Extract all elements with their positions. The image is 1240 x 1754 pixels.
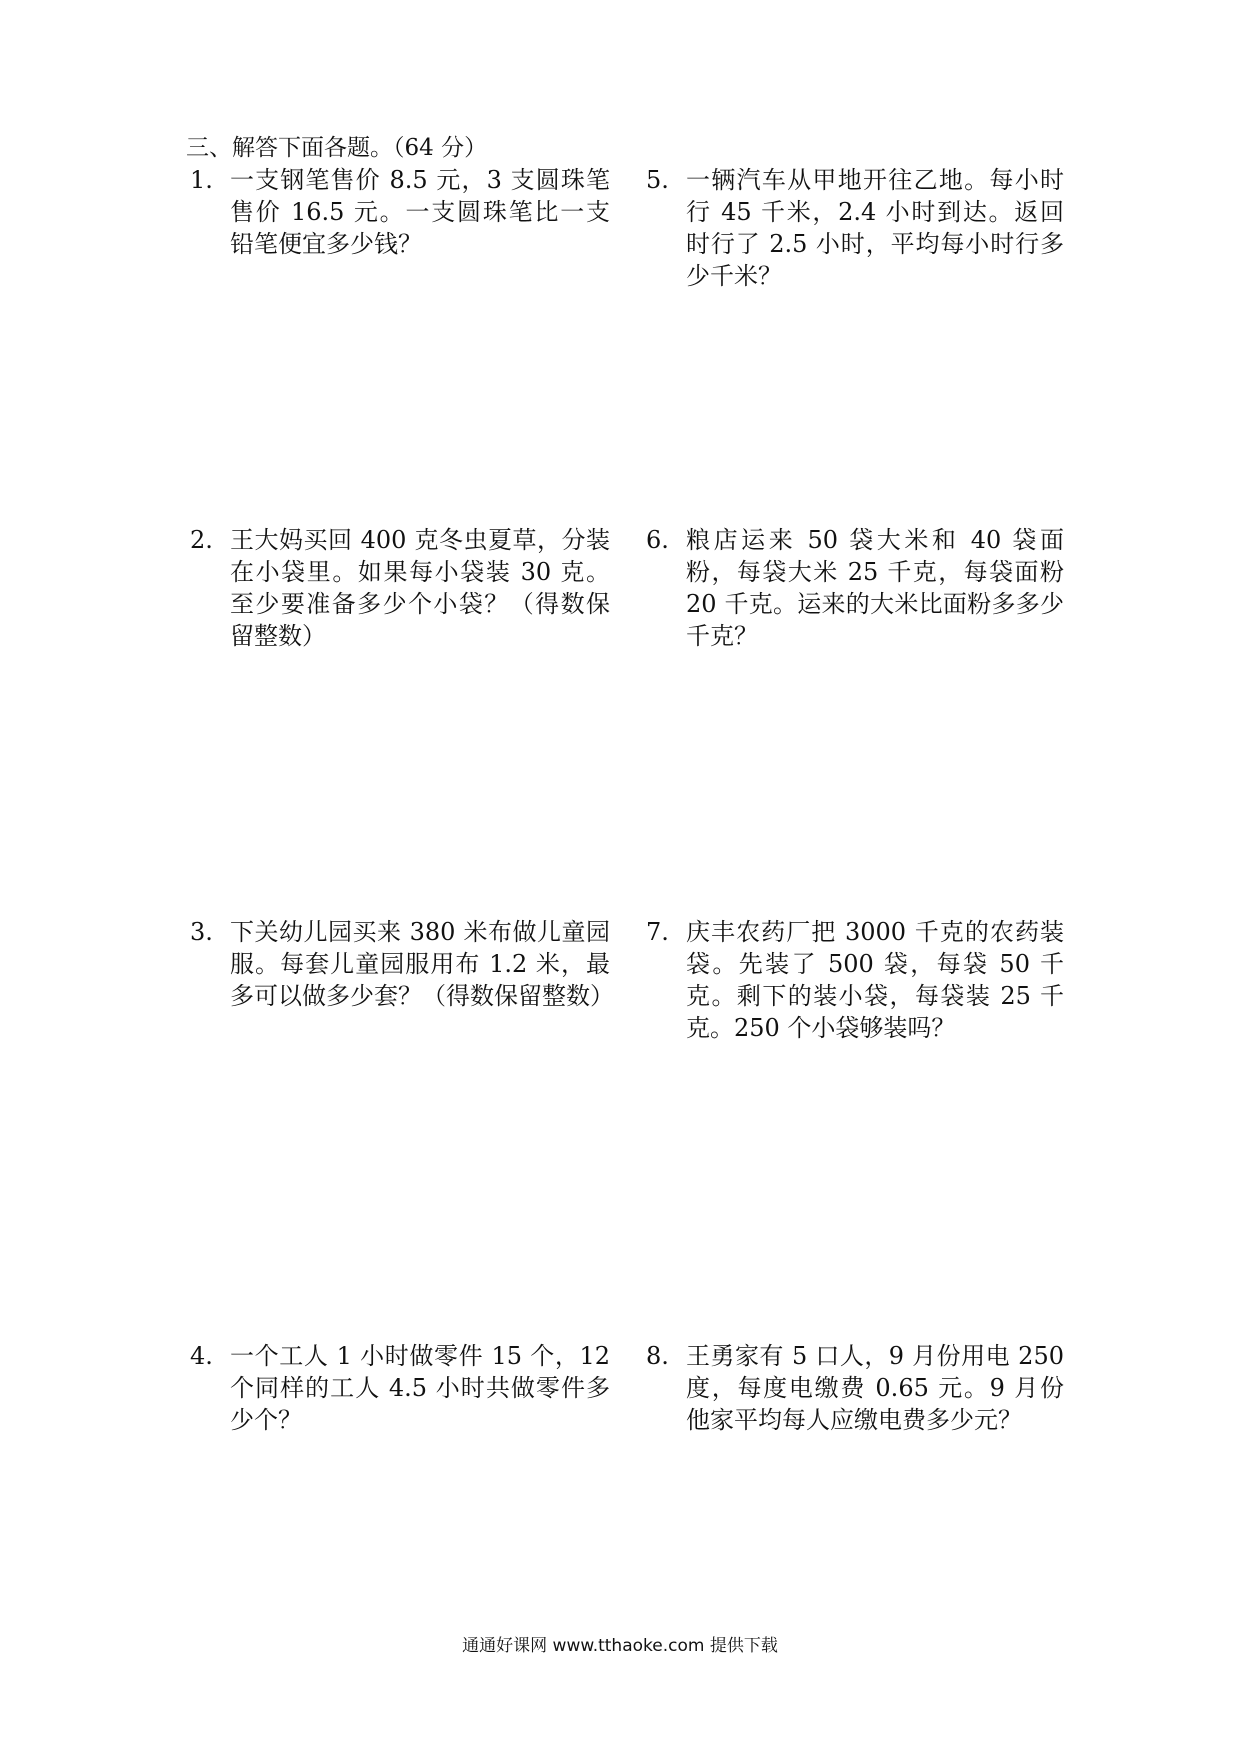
question-2 — [190, 524, 610, 652]
question-text: 王勇家有 5 口人，9 月份用电 250 度，每度电缴费 0.65 元。9 月份他家平均每人应缴电费多少元？ — [686, 1342, 1064, 1434]
question-text: 庆丰农药厂把 3000 千克的农药装袋。先装了 500 袋，每袋 50 千克。剩下的装小袋，每袋装 25 千克。250 个小袋够装吗？ — [686, 918, 1064, 1042]
question-text: 一辆汽车从甲地开往乙地。每小时行 45 千米，2.4 小时到达。返回时行了 2.5 小时，平均每小时行多少千米？ — [686, 166, 1064, 290]
question-7 — [646, 916, 1064, 1044]
question-5 — [646, 164, 1064, 292]
question-number: 5. — [646, 166, 669, 194]
question-number: 7. — [646, 918, 669, 946]
footer-text: 通通好课网 www.tthaoke.com 提供下载 — [462, 1636, 778, 1656]
question-number: 4. — [190, 1342, 213, 1370]
question-number: 6. — [646, 526, 669, 554]
question-8 — [646, 1340, 1064, 1436]
question-4 — [190, 1340, 610, 1436]
question-number: 1. — [190, 166, 213, 194]
question-text: 一个工人 1 小时做零件 15 个，12 个同样的工人 4.5 小时共做零件多少个？ — [230, 1342, 610, 1434]
question-number: 2. — [190, 526, 213, 554]
question-number: 3. — [190, 918, 213, 946]
question-3 — [190, 916, 614, 1012]
question-text: 一支钢笔售价 8.5 元，3 支圆珠笔售价 16.5 元。一支圆珠笔比一支铅笔便宜多少钱？ — [230, 166, 610, 258]
question-text: 粮店运来 50 袋大米和 40 袋面粉，每袋大米 25 千克，每袋面粉 20 千克。运来的大米比面粉多多少千克？ — [686, 526, 1064, 650]
section-title: 三、解答下面各题。（64 分） — [186, 135, 488, 161]
question-1 — [190, 164, 610, 260]
question-text: 王大妈买回 400 克冬虫夏草，分装在小袋里。如果每小袋装 30 克。至少要准备多少个小袋？（得数保留整数） — [230, 526, 610, 650]
question-6 — [646, 524, 1064, 652]
question-text: 下关幼儿园买来 380 米布做儿童园服。每套儿童园服用布 1.2 米，最多可以做多少套？（得数保留整数） — [230, 918, 614, 1010]
question-number: 8. — [646, 1342, 669, 1370]
